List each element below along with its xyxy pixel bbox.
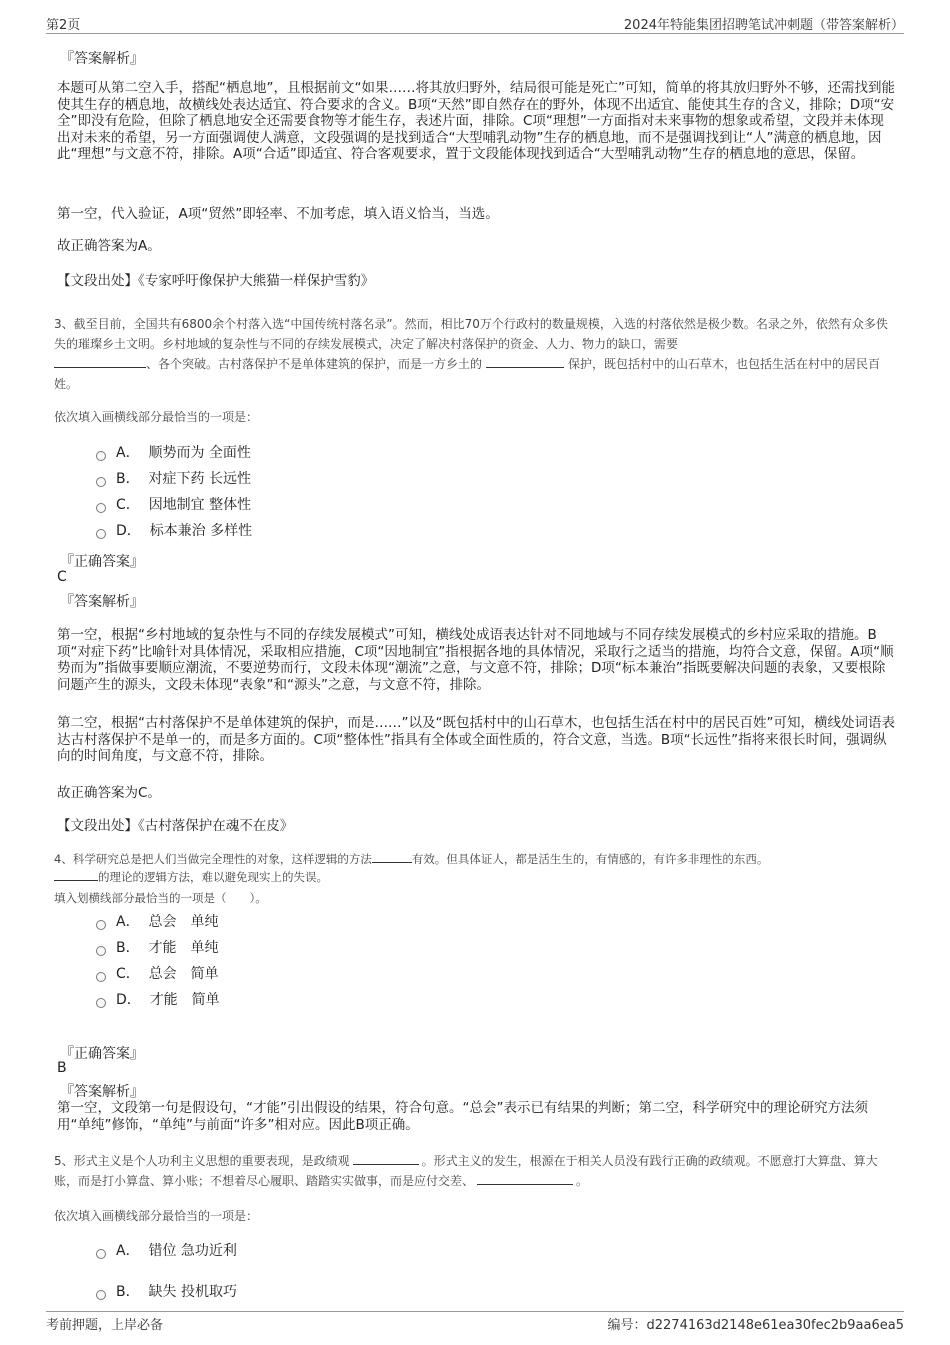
code-value: d2274163d2148e61ea30fec2b9aa6ea5 [646,1318,904,1333]
fill-blank [477,1172,573,1185]
source-label: 【文段出处】 [57,818,138,834]
option-a[interactable] [96,1242,237,1260]
option-text: 顺势而为 全面性 [148,445,251,461]
radio-icon[interactable] [96,529,106,539]
source-line [57,273,374,290]
analysis-paragraph: 第一空，代入验证，A项“贸然”即轻率、不加考虑，填入语义恰当，当选。 [57,206,499,222]
option-text: 对症下药 长远性 [148,471,251,487]
analysis-paragraph: 第二空，根据“古村落保护不是单体建筑的保护，而是……”以及“既包括村中的山石草木，也包括生活在村中的居民百姓”可知，横线处词语表达古村落保护不是单一的，而是多方面的。C项“整体性”指具有全体或全面性质的，符合文意，当选。B项“长远性”指将来很长时间，强调纵向的时间角度，与文意不符，排除。 [57,715,895,764]
analysis-label: 『答案解析』 [60,1084,144,1100]
source-line [57,818,293,835]
option-letter: C． [116,497,140,513]
option-letter: A． [116,1243,140,1259]
header-rule [46,33,904,34]
question-stem [54,1151,896,1191]
stem-text: 4、科学研究总是把人们当做完全理性的对象，这样逻辑的方法 [54,852,372,866]
radio-icon[interactable] [96,451,106,461]
question-prompt: 填入划横线部分最恰当的一项是（ ）。 [54,891,267,905]
radio-icon[interactable] [96,477,106,487]
radio-icon[interactable] [96,946,106,956]
source-text: 《专家呼吁像保护大熊猫一样保护雪豹》 [138,273,375,289]
code-label: 编号： [607,1318,647,1333]
stem-text: 保护，既包括村中的山石草木，也包括生活在村中的居民百姓。 [54,357,881,391]
footer-slogan: 考前押题，上岸必备 [46,1318,164,1333]
option-c[interactable] [96,965,219,983]
stem-text: 。形式主义的发生，根源在于相关人员没有践行正确的政绩观。不愿意打大算盘、算大账，而是打小算盘、算小账；不想着尽心履职、踏踏实实做事，而是应付交差、 [54,1154,878,1188]
radio-icon[interactable] [96,1249,106,1259]
page-number: 第2页 [46,18,81,33]
conclusion: 故正确答案为A。 [57,238,161,254]
option-text: 标本兼治 多样性 [149,523,253,539]
stem-text: 的理论的逻辑方法，难以避免现实上的失误。 [98,870,328,884]
option-letter: A． [116,914,140,930]
stem-text: 3、截至目前，全国共有6800余个村落入选“中国传统村落名录”。然而，相比70万个行政村的数量规模，入选的村落依然是极少数。名录之外，依然有众多佚失的璀璨乡土文明。乡村地域的复杂性与不同的存续发展模式，决定了解决村落保护的资金、人力、物力的缺口，需要 [54,317,888,351]
option-c[interactable] [96,496,251,514]
fill-blank [54,355,146,368]
option-b[interactable] [96,939,219,957]
option-a[interactable] [96,444,251,462]
option-text: 才能 单纯 [148,940,219,956]
fill-blank [486,355,564,368]
fill-blank [54,868,98,881]
option-text: 缺失 投机取巧 [148,1284,237,1300]
analysis-paragraph: 本题可从第二空入手，搭配“栖息地”，且根据前文“如果……将其放归野外，结局很可能是死亡”可知，简单的将其放归野外不够，还需找到能使其生存的栖息地，故横线处表达适宜、符合要求的含义。B项“天然”即自然存在的野外，体现不出适宜、能使其生存的含义，排除；D项“安全”即没有危险，但除了栖息地安全还需要食物等才能生存，表述片面，排除。C项“理想”一方面指对未来事物的想象或希望，文段并未体现出对未来的希望，另一方面强调使人满意，文段强调的是找到适合“大型哺乳动物”生存的栖息地，而不是强调找到让“人”满意的栖息地，因此“理想”与文意不符，排除。A项“合适”即适宜、符合客观要求，置于文段能体现找到适合“大型哺乳动物”生存的栖息地的意思，保留。 [57,80,895,162]
fill-blank [353,1152,419,1165]
correct-answer: C [57,569,67,585]
answer-label: 『正确答案』 [60,554,144,570]
radio-icon[interactable] [96,1290,106,1300]
option-letter: B． [116,1284,140,1300]
option-text: 总会 简单 [148,966,219,982]
question-prompt: 依次填入画横线部分最恰当的一项是： [54,1209,259,1223]
option-a[interactable] [96,913,218,931]
analysis-paragraph: 第一空，根据“乡村地域的复杂性与不同的存续发展模式”可知，横线处成语表达针对不同地域与不同存续发展模式的乡村应采取的措施。B项“对症下药”比喻针对具体情况，采取相应措施，C项“因地制宜”指根据各地的具体情况，采取行之适当的措施，均符合文意，保留。A项“顺势而为”指做事要顺应潮流，不要逆势而行，文段未体现“潮流”之意，与文意不符，排除；D项“标本兼治”指既要解决问题的表象，又要根除问题产生的源头，文段未体现“表象”和“源头”之意，与文意不符，排除。 [57,627,894,693]
option-letter: C． [116,966,140,982]
stem-text: 5、形式主义是个人功利主义思想的重要表现，是政绩观 [54,1154,350,1168]
fill-blank [372,850,412,863]
option-text: 因地制宜 整体性 [148,497,252,513]
conclusion: 故正确答案为C。 [57,785,161,801]
source-label: 【文段出处】 [57,273,138,289]
option-letter: D． [116,992,141,1008]
option-b[interactable] [96,1283,237,1301]
stem-text: 、各个突破。古村落保护不是单体建筑的保护，而是一方乡土的 [146,357,483,371]
option-text: 才能 简单 [149,992,220,1008]
option-letter: B． [116,940,140,956]
option-letter: A． [116,445,140,461]
option-text: 总会 单纯 [148,914,219,930]
stem-text: 。 [576,1174,589,1188]
option-d[interactable] [96,522,252,540]
analysis-label: 『答案解析』 [60,51,144,67]
option-d[interactable] [96,991,220,1009]
radio-icon[interactable] [96,998,106,1008]
footer-rule [46,1311,904,1312]
analysis-paragraph: 第一空，文段第一句是假设句，“才能”引出假设的结果，符合句意。“总会”表示已有结果的判断；第二空，科学研究中的理论研究方法须用“单纯”修饰，“单纯”与前面“许多”相对应。因此B项正确。 [57,1100,868,1133]
radio-icon[interactable] [96,503,106,513]
answer-label: 『正确答案』 [60,1046,144,1062]
question-stem [54,850,896,886]
option-letter: D． [116,523,141,539]
radio-icon[interactable] [96,920,106,930]
option-letter: B． [116,471,140,487]
option-b[interactable] [96,470,251,488]
source-text: 《古村落保护在魂不在皮》 [138,818,294,834]
analysis-label: 『答案解析』 [60,594,144,610]
document-title: 2024年特能集团招聘笔试冲刺题（带答案解析） [623,18,904,33]
document-code [607,1314,904,1333]
question-stem [54,314,896,394]
stem-text: 有效。但具体证人，都是活生生的，有情感的，有许多非理性的东西。 [411,852,769,866]
question-prompt: 依次填入画横线部分最恰当的一项是： [54,410,259,424]
radio-icon[interactable] [96,972,106,982]
option-text: 错位 急功近利 [148,1243,237,1259]
correct-answer: B [57,1060,67,1076]
